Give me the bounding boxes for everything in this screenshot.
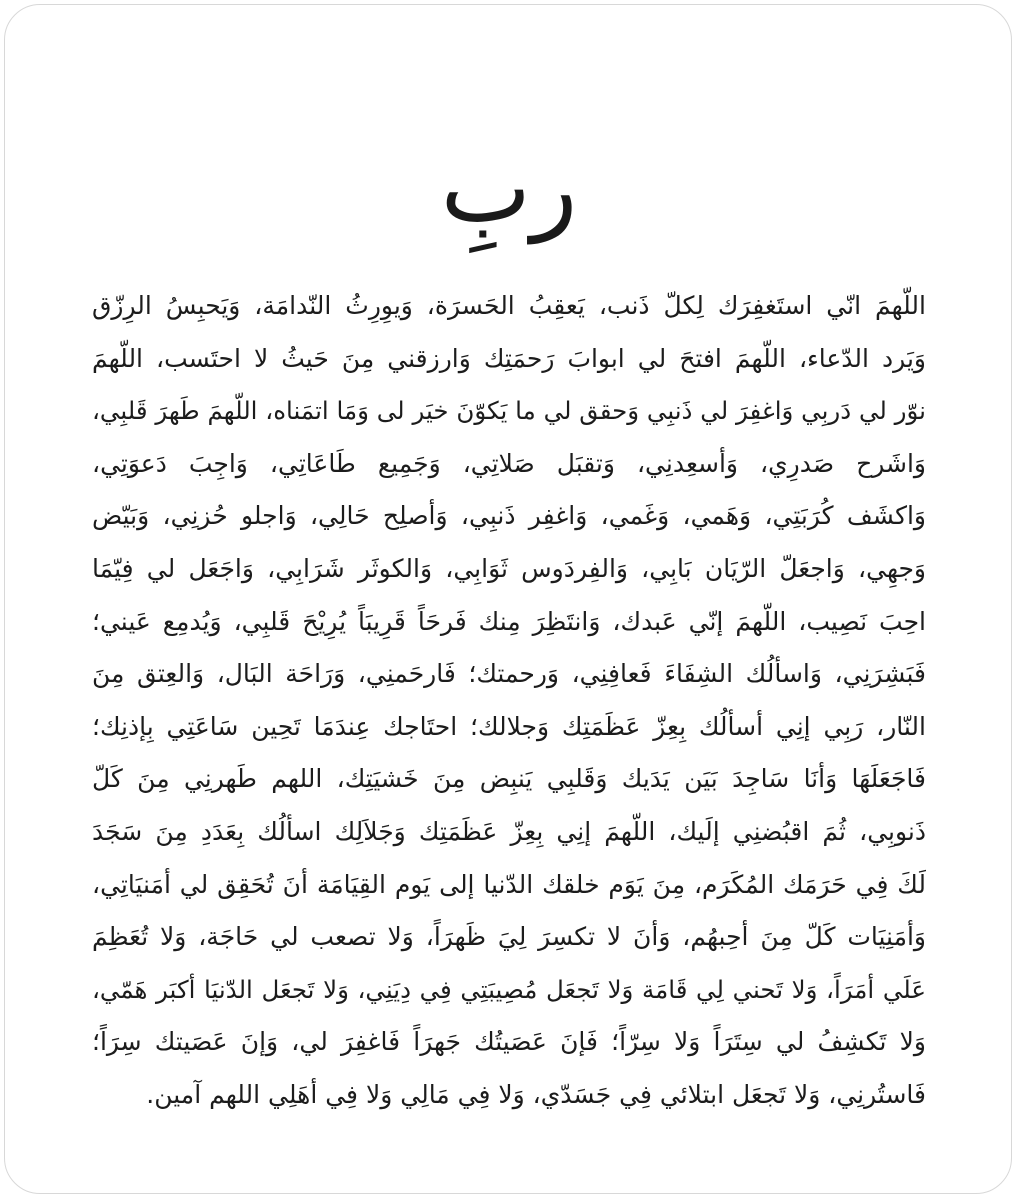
prayer-line: النّار، رَبِي إنِي أسألُك بِعِزّ عَظَمَتِك وَجلالك؛ احتَاجك عِندَمَا تَحِين سَاعَتِي بِإذنِك؛ [92,711,926,741]
prayer-line: وَجهِي، وَاجعَلّ الرّيَان بَابِي، وَالفِردَوس ثَوَابِي، وَالكوثَر شَرَابِي، وَاجَعَل لي فِيّمَا [92,553,926,583]
prayer-line: وَاشَرح صَدرِي، وَأسعِدنِي، وَتقبَل صَلاتِي، وَجَمِيع طَاعَاتِي، وَاجِبَ دَعوَتِي، [92,448,926,478]
prayer-line: وَلا تَكشِفُ لي سِتَرَاً وَلا سِرّاً؛ فَإنَ عَصَيتُك جَهرَاً فَاغفِرَ لي، وَإنَ عَصَيتك سِرَاً؛ [92,1027,926,1057]
prayer-line: عَلَي أمَرَاً، وَلا تَحني لِي قَامَة وَلا تَجعَل مُصِيبَتِي فِي دِيَنِي، وَلا تَجعَل الدّنيَا أكبَر هَمّي، [92,974,926,1004]
prayer-line: اللّهمَ انّي استَغفِرَك لِكلّ ذَنب، يَعقِبُ الحَسرَة، وَيوِرِثُ النّدامَة، وَيَحبِسُ الرِزّق [92,291,926,320]
prayer-line: نوّر لي دَربِي وَاغفِرَ لي ذَنبِي وَحقق لي ما يَكوّنَ خيَر لى وَمَا اتمَناه، اللّهمَ طَهرَ قَلبِي، [92,396,926,426]
page-title: ربِ [440,132,578,244]
prayer-line: وَيَرد الدّعاء، اللّهمَ افتحَ لي ابوابَ رَحمَتِك وَارزقني مِنَ حَيثُ لا احتَسب، اللّهمَ [92,343,926,373]
prayer-line: وَاكشَف كُرَبَتِي، وَهَمي، وَغَمي، وَاغفِر ذَنبِي، وَأصلِح حَالِي، وَاجلو حُزنِي، وَبَيّض [92,501,926,531]
prayer-line: احِبَ نَصِيب، اللّهمَ إنّي عَبدك، وَانتَظِرَ مِنك فَرحَاً قَرِيبَاً يُرِيْحَ قَلبِي، وَيُدمِع عَيني؛ [92,606,926,636]
prayer-line: وَأمَنِيَات كَلّ مِنَ أحِبهُم، وَأنَ لا تكسِرَ لِيَ ظَهرَاً، وَلا تصعب لي حَاجَة، وَلا تُعَظِمَ [92,922,926,952]
prayer-line: فَاستُرنِي، وَلا تَجعَل ابتلائي فِي جَسَدّي، وَلا فِي مَالِي وَلا فِي أهَلِي اللهم آمين. [146,1079,926,1109]
prayer-line: ذَنوبِي، ثُمَ اقبُضنِي إلَيك، اللّهمَ إنِي بِعِزّ عَظَمَتِك وَجَلاَلِك اسألُك بِعَدَدِ مِنَ سَجَدَ [92,816,926,846]
prayer-line: فَبَشِرَنِي، وَاسألُك الشِفَاءَ فَعافِنِي، وَرحمتك؛ فَارحَمنِي، وَرَاحَة البَال، وَالعِتق مِنَ [92,659,926,689]
prayer-text [92,280,926,1122]
prayer-line: لَكَ فِي حَرَمَك المُكَرَم، مِنَ يَوَم خلقك الدّنيا إلى يَوم القِيَامَة أنَ تُحَقِق لي أمَنيَاتِي، [92,869,926,899]
prayer-line: فَاجَعَلَهَا وَأنَا سَاجِدَ بَيَن يَدَيك وَقَلبِي يَنبِض مِنَ خَشيَتِك، اللهم طَهرنِي مِنَ كَلّ [92,764,926,794]
